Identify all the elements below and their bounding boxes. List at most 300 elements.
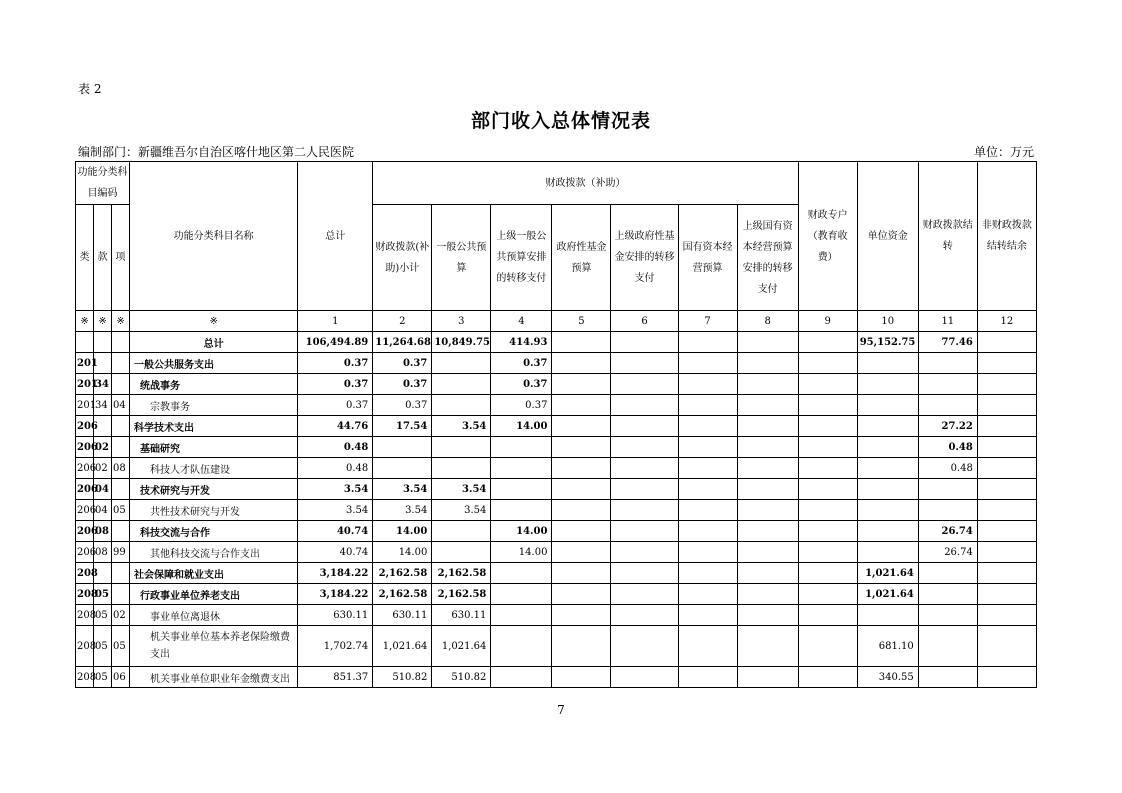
subject-name-cell: 技术研究与开发 bbox=[130, 479, 298, 500]
code-xiang-cell bbox=[112, 479, 130, 500]
code-xiang-cell: 99 bbox=[112, 542, 130, 563]
value-cell bbox=[552, 521, 611, 542]
value-cell: 1,702.74 bbox=[298, 626, 373, 667]
value-cell bbox=[977, 437, 1036, 458]
code-xiang-cell: 02 bbox=[112, 605, 130, 626]
value-cell bbox=[918, 584, 977, 605]
value-cell: 77.46 bbox=[918, 332, 977, 353]
value-cell: 0.37 bbox=[373, 374, 432, 395]
value-cell: 3.54 bbox=[432, 479, 491, 500]
value-cell bbox=[798, 437, 857, 458]
value-cell bbox=[737, 353, 798, 374]
value-cell bbox=[432, 395, 491, 416]
index-cell: 6 bbox=[611, 311, 678, 332]
value-cell bbox=[737, 437, 798, 458]
value-cell bbox=[678, 667, 737, 688]
value-cell: 44.76 bbox=[298, 416, 373, 437]
code-lei-cell: 206 bbox=[76, 458, 94, 479]
value-cell bbox=[977, 395, 1036, 416]
code-kuan-cell: 08 bbox=[94, 521, 112, 542]
value-cell: 2,162.58 bbox=[432, 584, 491, 605]
subject-name-cell: 行政事业单位养老支出 bbox=[130, 584, 298, 605]
code-lei-cell: 208 bbox=[76, 626, 94, 667]
value-cell: 340.55 bbox=[857, 667, 918, 688]
value-cell: 26.74 bbox=[918, 521, 977, 542]
value-cell bbox=[737, 626, 798, 667]
value-cell bbox=[977, 500, 1036, 521]
header-fiscal-group: 财政拨款（补助） bbox=[373, 162, 798, 205]
value-cell: 0.37 bbox=[491, 395, 552, 416]
value-cell bbox=[611, 374, 678, 395]
code-lei-cell: 208 bbox=[76, 667, 94, 688]
value-cell: 40.74 bbox=[298, 521, 373, 542]
value-cell bbox=[611, 500, 678, 521]
value-cell: 681.10 bbox=[857, 626, 918, 667]
subject-name-cell: 一般公共服务支出 bbox=[130, 353, 298, 374]
value-cell bbox=[857, 479, 918, 500]
value-cell bbox=[918, 374, 977, 395]
value-cell: 14.00 bbox=[373, 521, 432, 542]
table-row bbox=[76, 458, 1037, 479]
value-cell bbox=[977, 667, 1036, 688]
value-cell: 0.37 bbox=[373, 395, 432, 416]
value-cell: 0.37 bbox=[491, 353, 552, 374]
value-cell bbox=[918, 626, 977, 667]
page-title: 部门收入总体情况表 bbox=[470, 110, 651, 132]
subject-name-cell: 机关事业单位基本养老保险缴费支出 bbox=[130, 626, 298, 667]
value-cell bbox=[432, 521, 491, 542]
header-kuan: 款 bbox=[94, 205, 112, 311]
value-cell bbox=[432, 437, 491, 458]
header-func-code: 功能分类科目编码 bbox=[76, 162, 130, 205]
code-xiang-cell: 05 bbox=[112, 626, 130, 667]
header-special-edu: 财政专户（教育收费） bbox=[798, 162, 857, 311]
value-cell bbox=[977, 542, 1036, 563]
value-cell bbox=[737, 479, 798, 500]
index-cell: ※ bbox=[94, 311, 112, 332]
subject-name-cell: 社会保障和就业支出 bbox=[130, 563, 298, 584]
value-cell bbox=[678, 605, 737, 626]
value-cell bbox=[798, 458, 857, 479]
value-cell: 26.74 bbox=[918, 542, 977, 563]
code-lei-cell: 206 bbox=[76, 542, 94, 563]
value-cell bbox=[977, 416, 1036, 437]
code-xiang-cell bbox=[112, 437, 130, 458]
code-lei-cell: 201 bbox=[76, 395, 94, 416]
header-general-budget: 一般公共预算 bbox=[432, 205, 491, 311]
value-cell bbox=[918, 563, 977, 584]
value-cell: 630.11 bbox=[373, 605, 432, 626]
value-cell: 1,021.64 bbox=[857, 563, 918, 584]
value-cell bbox=[611, 563, 678, 584]
value-cell bbox=[737, 605, 798, 626]
value-cell bbox=[977, 479, 1036, 500]
value-cell bbox=[798, 605, 857, 626]
value-cell bbox=[977, 605, 1036, 626]
value-cell bbox=[491, 584, 552, 605]
value-cell: 2,162.58 bbox=[373, 563, 432, 584]
value-cell bbox=[678, 521, 737, 542]
table-number: 表 2 bbox=[78, 82, 102, 96]
value-cell: 851.37 bbox=[298, 667, 373, 688]
value-cell: 27.22 bbox=[918, 416, 977, 437]
value-cell bbox=[678, 500, 737, 521]
code-lei-cell: 206 bbox=[76, 500, 94, 521]
value-cell bbox=[611, 332, 678, 353]
value-cell: 0.48 bbox=[298, 437, 373, 458]
value-cell bbox=[737, 332, 798, 353]
value-cell bbox=[552, 563, 611, 584]
index-cell: 2 bbox=[373, 311, 432, 332]
value-cell bbox=[611, 605, 678, 626]
value-cell bbox=[798, 395, 857, 416]
index-cell: 9 bbox=[798, 311, 857, 332]
code-lei-cell: 201 bbox=[76, 353, 94, 374]
header-name: 功能分类科目名称 bbox=[130, 162, 298, 311]
value-cell bbox=[678, 479, 737, 500]
value-cell bbox=[491, 500, 552, 521]
index-cell: 11 bbox=[918, 311, 977, 332]
code-xiang-cell: 04 bbox=[112, 395, 130, 416]
subject-name-cell: 事业单位离退休 bbox=[130, 605, 298, 626]
table-row bbox=[76, 667, 1037, 688]
value-cell: 0.48 bbox=[918, 458, 977, 479]
code-kuan-cell bbox=[94, 332, 112, 353]
value-cell bbox=[798, 479, 857, 500]
value-cell: 0.37 bbox=[298, 374, 373, 395]
code-lei-cell bbox=[76, 332, 94, 353]
table-row bbox=[76, 416, 1037, 437]
value-cell: 0.48 bbox=[298, 458, 373, 479]
header-lei: 类 bbox=[76, 205, 94, 311]
value-cell bbox=[552, 437, 611, 458]
code-lei-cell: 208 bbox=[76, 584, 94, 605]
value-cell bbox=[678, 584, 737, 605]
value-cell: 630.11 bbox=[432, 605, 491, 626]
value-cell bbox=[798, 667, 857, 688]
value-cell: 2,162.58 bbox=[432, 563, 491, 584]
table-row bbox=[76, 521, 1037, 542]
header-fiscal-subtotal: 财政拨款(补助)小计 bbox=[373, 205, 432, 311]
value-cell bbox=[611, 521, 678, 542]
value-cell bbox=[552, 416, 611, 437]
value-cell bbox=[977, 626, 1036, 667]
index-cell: 12 bbox=[977, 311, 1036, 332]
value-cell bbox=[857, 437, 918, 458]
code-xiang-cell: 05 bbox=[112, 500, 130, 521]
value-cell bbox=[798, 521, 857, 542]
index-cell: 5 bbox=[552, 311, 611, 332]
value-cell bbox=[737, 395, 798, 416]
value-cell: 3.54 bbox=[432, 500, 491, 521]
code-lei-cell: 206 bbox=[76, 521, 94, 542]
code-xiang-cell bbox=[112, 563, 130, 584]
subject-name-cell: 共性技术研究与开发 bbox=[130, 500, 298, 521]
value-cell bbox=[552, 374, 611, 395]
value-cell bbox=[552, 332, 611, 353]
header-xiang: 项 bbox=[112, 205, 130, 311]
value-cell bbox=[857, 458, 918, 479]
value-cell bbox=[918, 667, 977, 688]
header-unit-funds: 单位资金 bbox=[857, 162, 918, 311]
value-cell: 510.82 bbox=[373, 667, 432, 688]
value-cell bbox=[977, 374, 1036, 395]
value-cell bbox=[611, 458, 678, 479]
header-upper-gov-fund-transfer: 上级政府性基金安排的转移支付 bbox=[611, 205, 678, 311]
value-cell bbox=[798, 626, 857, 667]
value-cell bbox=[918, 395, 977, 416]
value-cell bbox=[491, 458, 552, 479]
value-cell: 11,264.68 bbox=[373, 332, 432, 353]
value-cell bbox=[977, 353, 1036, 374]
code-lei-cell: 206 bbox=[76, 416, 94, 437]
unit-label: 单位：万元 bbox=[973, 145, 1034, 159]
table-row bbox=[76, 479, 1037, 500]
header-gov-fund: 政府性基金预算 bbox=[552, 205, 611, 311]
code-kuan-cell: 05 bbox=[94, 605, 112, 626]
code-xiang-cell bbox=[112, 416, 130, 437]
index-cell: ※ bbox=[76, 311, 94, 332]
value-cell bbox=[611, 437, 678, 458]
value-cell bbox=[373, 458, 432, 479]
value-cell bbox=[552, 458, 611, 479]
value-cell: 414.93 bbox=[491, 332, 552, 353]
index-cell: ※ bbox=[112, 311, 130, 332]
value-cell bbox=[552, 500, 611, 521]
subject-name-cell: 其他科技交流与合作支出 bbox=[130, 542, 298, 563]
value-cell bbox=[611, 353, 678, 374]
value-cell bbox=[432, 374, 491, 395]
table-row bbox=[76, 542, 1037, 563]
table-row bbox=[76, 626, 1037, 667]
header-upper-general-transfer: 上级一般公共预算安排的转移支付 bbox=[491, 205, 552, 311]
code-kuan-cell: 04 bbox=[94, 479, 112, 500]
value-cell: 14.00 bbox=[491, 542, 552, 563]
value-cell bbox=[678, 458, 737, 479]
table-row bbox=[76, 437, 1037, 458]
subject-name-cell: 总计 bbox=[130, 332, 298, 353]
value-cell: 1,021.64 bbox=[857, 584, 918, 605]
code-xiang-cell bbox=[112, 374, 130, 395]
index-cell: 7 bbox=[678, 311, 737, 332]
value-cell bbox=[491, 605, 552, 626]
table-row bbox=[76, 563, 1037, 584]
value-cell: 0.37 bbox=[491, 374, 552, 395]
table-row bbox=[76, 332, 1037, 353]
value-cell: 0.37 bbox=[298, 353, 373, 374]
value-cell bbox=[857, 395, 918, 416]
value-cell bbox=[977, 563, 1036, 584]
table-row bbox=[76, 395, 1037, 416]
value-cell bbox=[611, 479, 678, 500]
value-cell bbox=[798, 584, 857, 605]
code-kuan-cell: 34 bbox=[94, 374, 112, 395]
value-cell bbox=[611, 542, 678, 563]
value-cell bbox=[737, 374, 798, 395]
value-cell: 1,021.64 bbox=[432, 626, 491, 667]
value-cell bbox=[737, 667, 798, 688]
value-cell: 630.11 bbox=[298, 605, 373, 626]
value-cell: 1,021.64 bbox=[373, 626, 432, 667]
value-cell bbox=[678, 626, 737, 667]
value-cell bbox=[611, 395, 678, 416]
value-cell bbox=[798, 542, 857, 563]
value-cell: 17.54 bbox=[373, 416, 432, 437]
value-cell bbox=[552, 479, 611, 500]
value-cell bbox=[552, 626, 611, 667]
value-cell bbox=[798, 332, 857, 353]
page-number: 7 bbox=[557, 703, 565, 717]
code-xiang-cell bbox=[112, 353, 130, 374]
code-kuan-cell: 05 bbox=[94, 626, 112, 667]
value-cell: 95,152.75 bbox=[857, 332, 918, 353]
value-cell: 3,184.22 bbox=[298, 563, 373, 584]
table-row bbox=[76, 374, 1037, 395]
value-cell bbox=[918, 479, 977, 500]
value-cell bbox=[918, 605, 977, 626]
code-xiang-cell bbox=[112, 584, 130, 605]
value-cell: 14.00 bbox=[491, 521, 552, 542]
table-row bbox=[76, 584, 1037, 605]
value-cell bbox=[552, 605, 611, 626]
value-cell bbox=[977, 584, 1036, 605]
income-table bbox=[75, 161, 1037, 688]
index-cell: ※ bbox=[130, 311, 298, 332]
value-cell bbox=[977, 458, 1036, 479]
value-cell bbox=[737, 458, 798, 479]
value-cell bbox=[857, 374, 918, 395]
code-kuan-cell: 04 bbox=[94, 500, 112, 521]
code-kuan-cell: 02 bbox=[94, 437, 112, 458]
code-kuan-cell: 34 bbox=[94, 395, 112, 416]
value-cell bbox=[491, 437, 552, 458]
index-cell: 4 bbox=[491, 311, 552, 332]
value-cell bbox=[432, 542, 491, 563]
value-cell: 510.82 bbox=[432, 667, 491, 688]
value-cell bbox=[491, 626, 552, 667]
code-lei-cell: 206 bbox=[76, 479, 94, 500]
value-cell bbox=[432, 353, 491, 374]
value-cell: 10,849.75 bbox=[432, 332, 491, 353]
value-cell bbox=[491, 563, 552, 584]
subject-name-cell: 科技交流与合作 bbox=[130, 521, 298, 542]
value-cell: 106,494.89 bbox=[298, 332, 373, 353]
subject-name-cell: 宗教事务 bbox=[130, 395, 298, 416]
value-cell bbox=[611, 416, 678, 437]
header-fiscal-carryover: 财政拨款结转 bbox=[918, 162, 977, 311]
subject-name-cell: 科技人才队伍建设 bbox=[130, 458, 298, 479]
value-cell: 0.48 bbox=[918, 437, 977, 458]
value-cell: 3.54 bbox=[298, 479, 373, 500]
code-lei-cell: 206 bbox=[76, 437, 94, 458]
value-cell bbox=[798, 374, 857, 395]
value-cell: 14.00 bbox=[491, 416, 552, 437]
index-cell: 1 bbox=[298, 311, 373, 332]
value-cell: 3.54 bbox=[373, 479, 432, 500]
value-cell bbox=[737, 521, 798, 542]
value-cell: 0.37 bbox=[298, 395, 373, 416]
value-cell bbox=[737, 500, 798, 521]
value-cell: 14.00 bbox=[373, 542, 432, 563]
value-cell: 3.54 bbox=[298, 500, 373, 521]
subject-name-cell: 机关事业单位职业年金缴费支出 bbox=[130, 667, 298, 688]
code-lei-cell: 201 bbox=[76, 374, 94, 395]
value-cell bbox=[678, 395, 737, 416]
code-xiang-cell: 06 bbox=[112, 667, 130, 688]
index-row bbox=[76, 311, 1037, 332]
value-cell bbox=[798, 353, 857, 374]
value-cell bbox=[857, 605, 918, 626]
value-cell: 3.54 bbox=[432, 416, 491, 437]
value-cell bbox=[918, 500, 977, 521]
value-cell bbox=[798, 563, 857, 584]
value-cell bbox=[552, 584, 611, 605]
value-cell bbox=[678, 542, 737, 563]
value-cell bbox=[918, 353, 977, 374]
header-total: 总计 bbox=[298, 162, 373, 311]
value-cell bbox=[491, 667, 552, 688]
value-cell bbox=[552, 667, 611, 688]
value-cell bbox=[737, 563, 798, 584]
code-kuan-cell: 08 bbox=[94, 542, 112, 563]
value-cell bbox=[857, 500, 918, 521]
value-cell bbox=[977, 332, 1036, 353]
value-cell bbox=[678, 437, 737, 458]
value-cell bbox=[611, 667, 678, 688]
value-cell bbox=[611, 584, 678, 605]
value-cell: 3.54 bbox=[373, 500, 432, 521]
subject-name-cell: 统战事务 bbox=[130, 374, 298, 395]
value-cell bbox=[491, 479, 552, 500]
value-cell bbox=[857, 542, 918, 563]
value-cell: 0.37 bbox=[373, 353, 432, 374]
code-xiang-cell bbox=[112, 332, 130, 353]
index-cell: 3 bbox=[432, 311, 491, 332]
value-cell: 3,184.22 bbox=[298, 584, 373, 605]
value-cell bbox=[678, 374, 737, 395]
value-cell bbox=[432, 458, 491, 479]
index-cell: 8 bbox=[737, 311, 798, 332]
value-cell bbox=[552, 542, 611, 563]
header-nonfiscal-carryover: 非财政拨款结转结余 bbox=[977, 162, 1036, 311]
value-cell bbox=[798, 500, 857, 521]
header-state-capital: 国有资本经营预算 bbox=[678, 205, 737, 311]
value-cell bbox=[977, 521, 1036, 542]
value-cell bbox=[857, 353, 918, 374]
value-cell bbox=[678, 353, 737, 374]
subject-name-cell: 科学技术支出 bbox=[130, 416, 298, 437]
value-cell bbox=[737, 584, 798, 605]
index-cell: 10 bbox=[857, 311, 918, 332]
value-cell bbox=[373, 437, 432, 458]
table-row bbox=[76, 353, 1037, 374]
value-cell: 40.74 bbox=[298, 542, 373, 563]
value-cell: 2,162.58 bbox=[373, 584, 432, 605]
table-body bbox=[76, 311, 1037, 688]
table-row bbox=[76, 500, 1037, 521]
value-cell bbox=[611, 626, 678, 667]
header-upper-state-capital-transfer: 上级国有资本经营预算安排的转移支付 bbox=[737, 205, 798, 311]
value-cell bbox=[737, 542, 798, 563]
value-cell bbox=[678, 416, 737, 437]
department-label: 编制部门：新疆维吾尔自治区喀什地区第二人民医院 bbox=[78, 145, 355, 159]
value-cell bbox=[552, 395, 611, 416]
code-xiang-cell: 08 bbox=[112, 458, 130, 479]
code-lei-cell: 208 bbox=[76, 563, 94, 584]
value-cell bbox=[857, 521, 918, 542]
value-cell bbox=[798, 416, 857, 437]
table-row bbox=[76, 605, 1037, 626]
